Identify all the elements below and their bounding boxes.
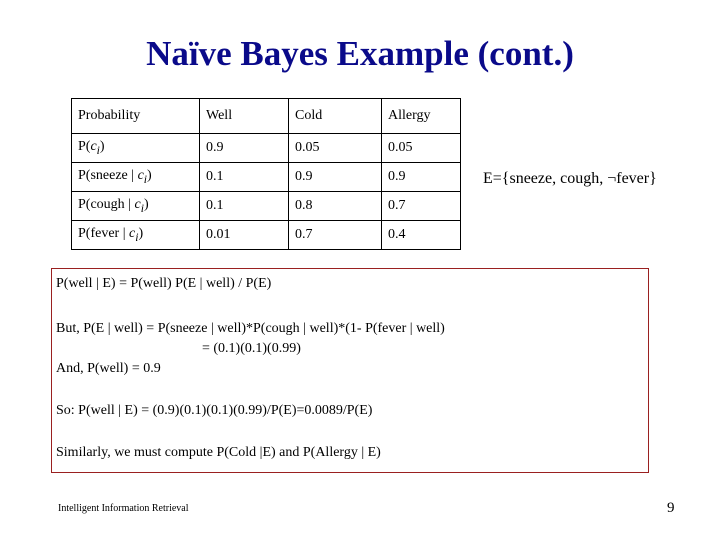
formula-line: And, P(well) = 0.9 — [56, 361, 161, 376]
footer-course-title: Intelligent Information Retrieval — [58, 503, 189, 514]
header-allergy: Allergy — [382, 99, 461, 134]
row-label-suffix: ) — [99, 139, 105, 155]
cell-allergy: 0.05 — [382, 134, 461, 163]
table-row — [72, 134, 461, 163]
class-var: $c_i$ — [134, 197, 144, 215]
class-var: $c_i$ — [137, 168, 148, 186]
probability-table — [71, 98, 461, 250]
row-label-prefix: P( — [78, 139, 91, 155]
cell-allergy: 0.7 — [382, 192, 461, 221]
cell-cold: 0.7 — [289, 221, 382, 250]
row-label-suffix: ) — [138, 226, 144, 242]
evidence-statement: E={sneeze, cough, ¬fever} — [483, 170, 657, 187]
cell-well: 0.1 — [200, 192, 289, 221]
formula-line: = (0.1)(0.1)(0.99) — [202, 341, 301, 356]
class-var: $c_i$ — [90, 139, 100, 157]
cell-well: 0.9 — [200, 134, 289, 163]
row-label-prefix: P(sneeze | — [78, 168, 138, 184]
row-label — [72, 134, 200, 163]
cell-well: 0.1 — [200, 163, 289, 192]
formula-line: But, P(E | well) = P(sneeze | well)*P(cough | well)*(1- P(fever | well) — [56, 321, 445, 336]
class-var: $c_i$ — [129, 226, 139, 244]
cell-cold: 0.8 — [289, 192, 382, 221]
header-well: Well — [200, 99, 289, 134]
row-label-prefix: P(cough | — [78, 197, 135, 213]
row-label — [72, 221, 200, 250]
formula-line: So: P(well | E) = (0.9)(0.1)(0.1)(0.99)/P(E)=0.0089/P(E) — [56, 403, 373, 418]
slide-title: Naïve Bayes Example (cont.) — [146, 34, 574, 73]
formula-line: P(well | E) = P(well) P(E | well) / P(E) — [56, 276, 272, 291]
cell-cold: 0.05 — [289, 134, 382, 163]
row-label-prefix: P(fever | — [78, 226, 130, 242]
table-header-row — [72, 99, 461, 134]
formula-line: Similarly, we must compute P(Cold |E) and P(Allergy | E) — [56, 445, 381, 460]
row-label — [72, 192, 200, 221]
header-probability: Probability — [72, 99, 200, 134]
page-number: 9 — [667, 500, 675, 516]
header-cold: Cold — [289, 99, 382, 134]
computation-box — [51, 268, 649, 473]
row-label — [72, 163, 200, 192]
table-row — [72, 221, 461, 250]
row-label-suffix: ) — [143, 197, 149, 213]
cell-well: 0.01 — [200, 221, 289, 250]
cell-cold: 0.9 — [289, 163, 382, 192]
table-row — [72, 192, 461, 221]
table-row — [72, 163, 461, 192]
row-label-suffix: ) — [147, 168, 152, 184]
cell-allergy: 0.9 — [382, 163, 461, 192]
cell-allergy: 0.4 — [382, 221, 461, 250]
